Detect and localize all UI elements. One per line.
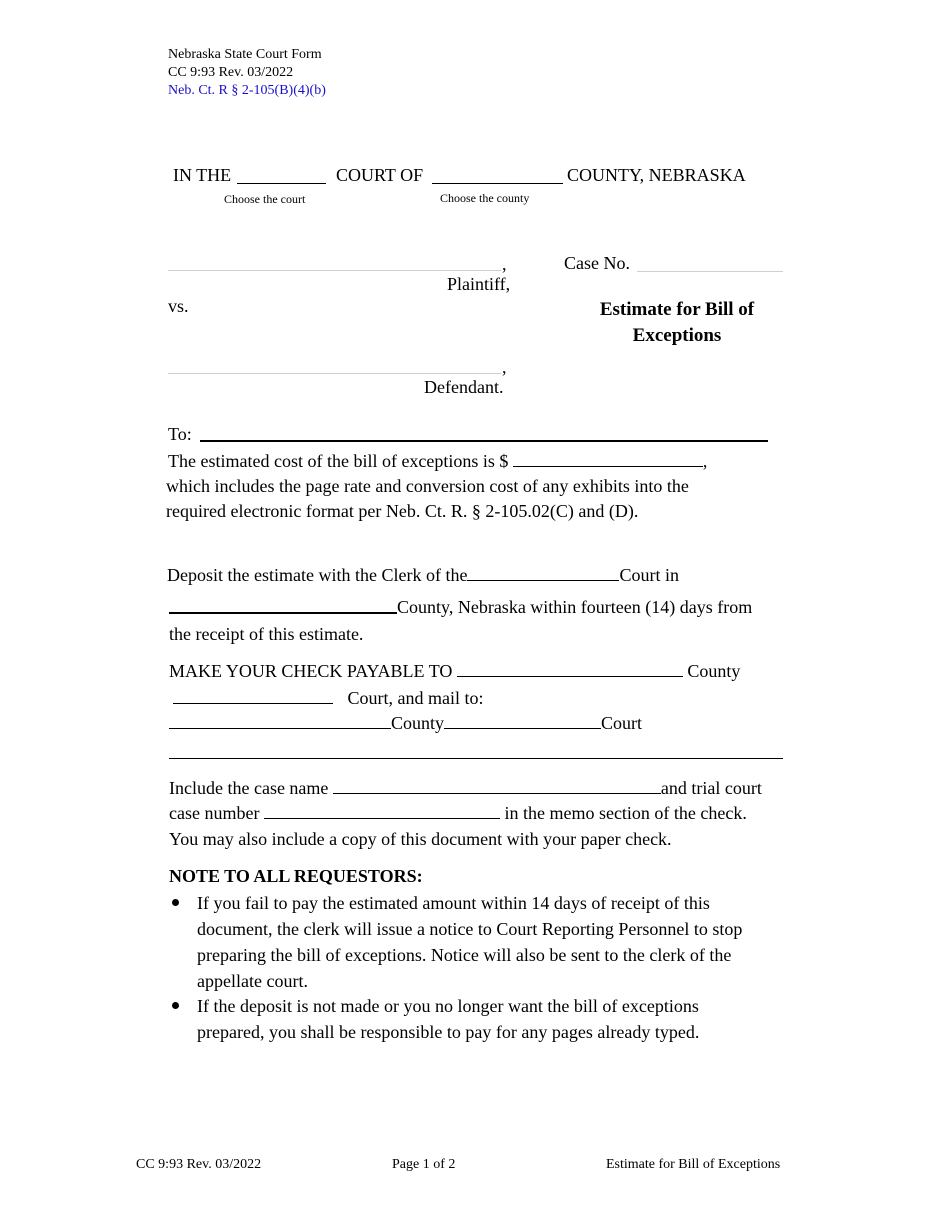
bullet-icon xyxy=(172,899,179,906)
note-bullet1-line4: appellate court. xyxy=(197,971,308,991)
memo-case-name-field[interactable] xyxy=(333,778,661,794)
memo-trial-court: and trial court xyxy=(660,778,762,798)
note-bullet2-line1: If the deposit is not made or you no longer want the bill of exceptions xyxy=(197,996,699,1016)
mail-court-label: Court xyxy=(601,713,643,733)
payable-court-field[interactable] xyxy=(173,688,333,704)
deposit-line2: County, Nebraska within fourteen (14) days from xyxy=(397,597,753,617)
bullet-icon xyxy=(172,1002,179,1009)
memo-line3: You may also include a copy of this document with your paper check. xyxy=(169,829,672,849)
defendant-comma: , xyxy=(502,357,507,377)
to-recipient-field[interactable] xyxy=(200,440,768,442)
plaintiff-label: Plaintiff, xyxy=(447,274,511,294)
deposit-county-field[interactable] xyxy=(169,612,397,614)
rule-link[interactable]: Neb. Ct. R § 2-105(B)(4)(b) xyxy=(168,83,326,98)
payable-line1-text: MAKE YOUR CHECK PAYABLE TO xyxy=(169,661,453,681)
memo-line2 xyxy=(169,800,747,826)
note-bullet1-line1: If you fail to pay the estimated amount within 14 days of receipt of this xyxy=(197,893,710,913)
memo-memo-section: in the memo section of the check. xyxy=(504,803,747,823)
defendant-label: Defendant. xyxy=(424,377,504,397)
payable-line1 xyxy=(169,658,740,684)
plaintiff-comma: , xyxy=(502,254,507,274)
form-name: Nebraska State Court Form xyxy=(168,47,322,62)
choose-county-hint: Choose the county xyxy=(440,191,530,205)
footer-page-number: Page 1 of 2 xyxy=(392,1157,456,1172)
mail-county-label: County xyxy=(391,713,445,733)
mail-county-field[interactable] xyxy=(169,713,391,729)
case-number-field[interactable] xyxy=(637,271,783,272)
form-revision: CC 9:93 Rev. 03/2022 xyxy=(168,65,294,80)
to-label: To: xyxy=(168,424,192,444)
deposit-court-field[interactable] xyxy=(467,565,619,581)
county-nebraska-label: COUNTY, NEBRASKA xyxy=(567,165,746,185)
payable-county-field[interactable] xyxy=(457,661,683,677)
court-of-label: COURT OF xyxy=(336,165,424,185)
payable-line3 xyxy=(169,710,642,736)
note-heading: NOTE TO ALL REQUESTORS: xyxy=(169,866,423,886)
memo-line1-text: Include the case name xyxy=(169,778,329,798)
county-select-field[interactable] xyxy=(432,183,563,184)
estimate-line1 xyxy=(168,448,707,474)
estimate-line2: which includes the page rate and conversion cost of any exhibits into the xyxy=(166,476,689,496)
court-select-field[interactable] xyxy=(237,183,326,184)
estimate-line3: required electronic format per Neb. Ct. R. § 2-105.02(C) and (D). xyxy=(166,501,639,521)
estimate-comma: , xyxy=(702,451,708,471)
vs-label: vs. xyxy=(168,296,189,316)
choose-court-hint: Choose the court xyxy=(224,192,306,206)
memo-line1 xyxy=(169,775,762,801)
deposit-line1-text: Deposit the estimate with the Clerk of the xyxy=(167,565,468,585)
deposit-line3: the receipt of this estimate. xyxy=(169,624,364,644)
defendant-name-field[interactable] xyxy=(168,373,501,374)
document-title-line2: Exceptions xyxy=(632,325,722,346)
payable-mail-to: Court, and mail to: xyxy=(347,688,484,708)
deposit-court-in: Court in xyxy=(619,565,679,585)
footer-title: Estimate for Bill of Exceptions xyxy=(606,1157,781,1172)
plaintiff-name-field[interactable] xyxy=(168,270,501,271)
mail-court-field[interactable] xyxy=(444,713,601,729)
mail-address-field[interactable] xyxy=(169,758,783,759)
estimate-line1-text: The estimated cost of the bill of exceptions is $ xyxy=(168,451,509,471)
deposit-line1 xyxy=(167,562,679,588)
case-no-label: Case No. xyxy=(564,253,630,273)
payable-county-label: County xyxy=(687,661,741,681)
memo-case-number-field[interactable] xyxy=(264,803,500,819)
memo-case-number-label: case number xyxy=(169,803,260,823)
footer-form-number: CC 9:93 Rev. 03/2022 xyxy=(136,1157,262,1172)
payable-line2 xyxy=(173,685,483,711)
estimate-amount-field[interactable] xyxy=(513,451,703,467)
document-title-line1: Estimate for Bill of xyxy=(599,299,755,320)
in-the-label: IN THE xyxy=(173,165,232,185)
note-bullet1-line2: document, the clerk will issue a notice to Court Reporting Personnel to stop xyxy=(197,919,743,939)
note-bullet1-line3: preparing the bill of exceptions. Notice will also be sent to the clerk of the xyxy=(197,945,732,965)
note-bullet2-line2: prepared, you shall be responsible to pay for any pages already typed. xyxy=(197,1022,700,1042)
